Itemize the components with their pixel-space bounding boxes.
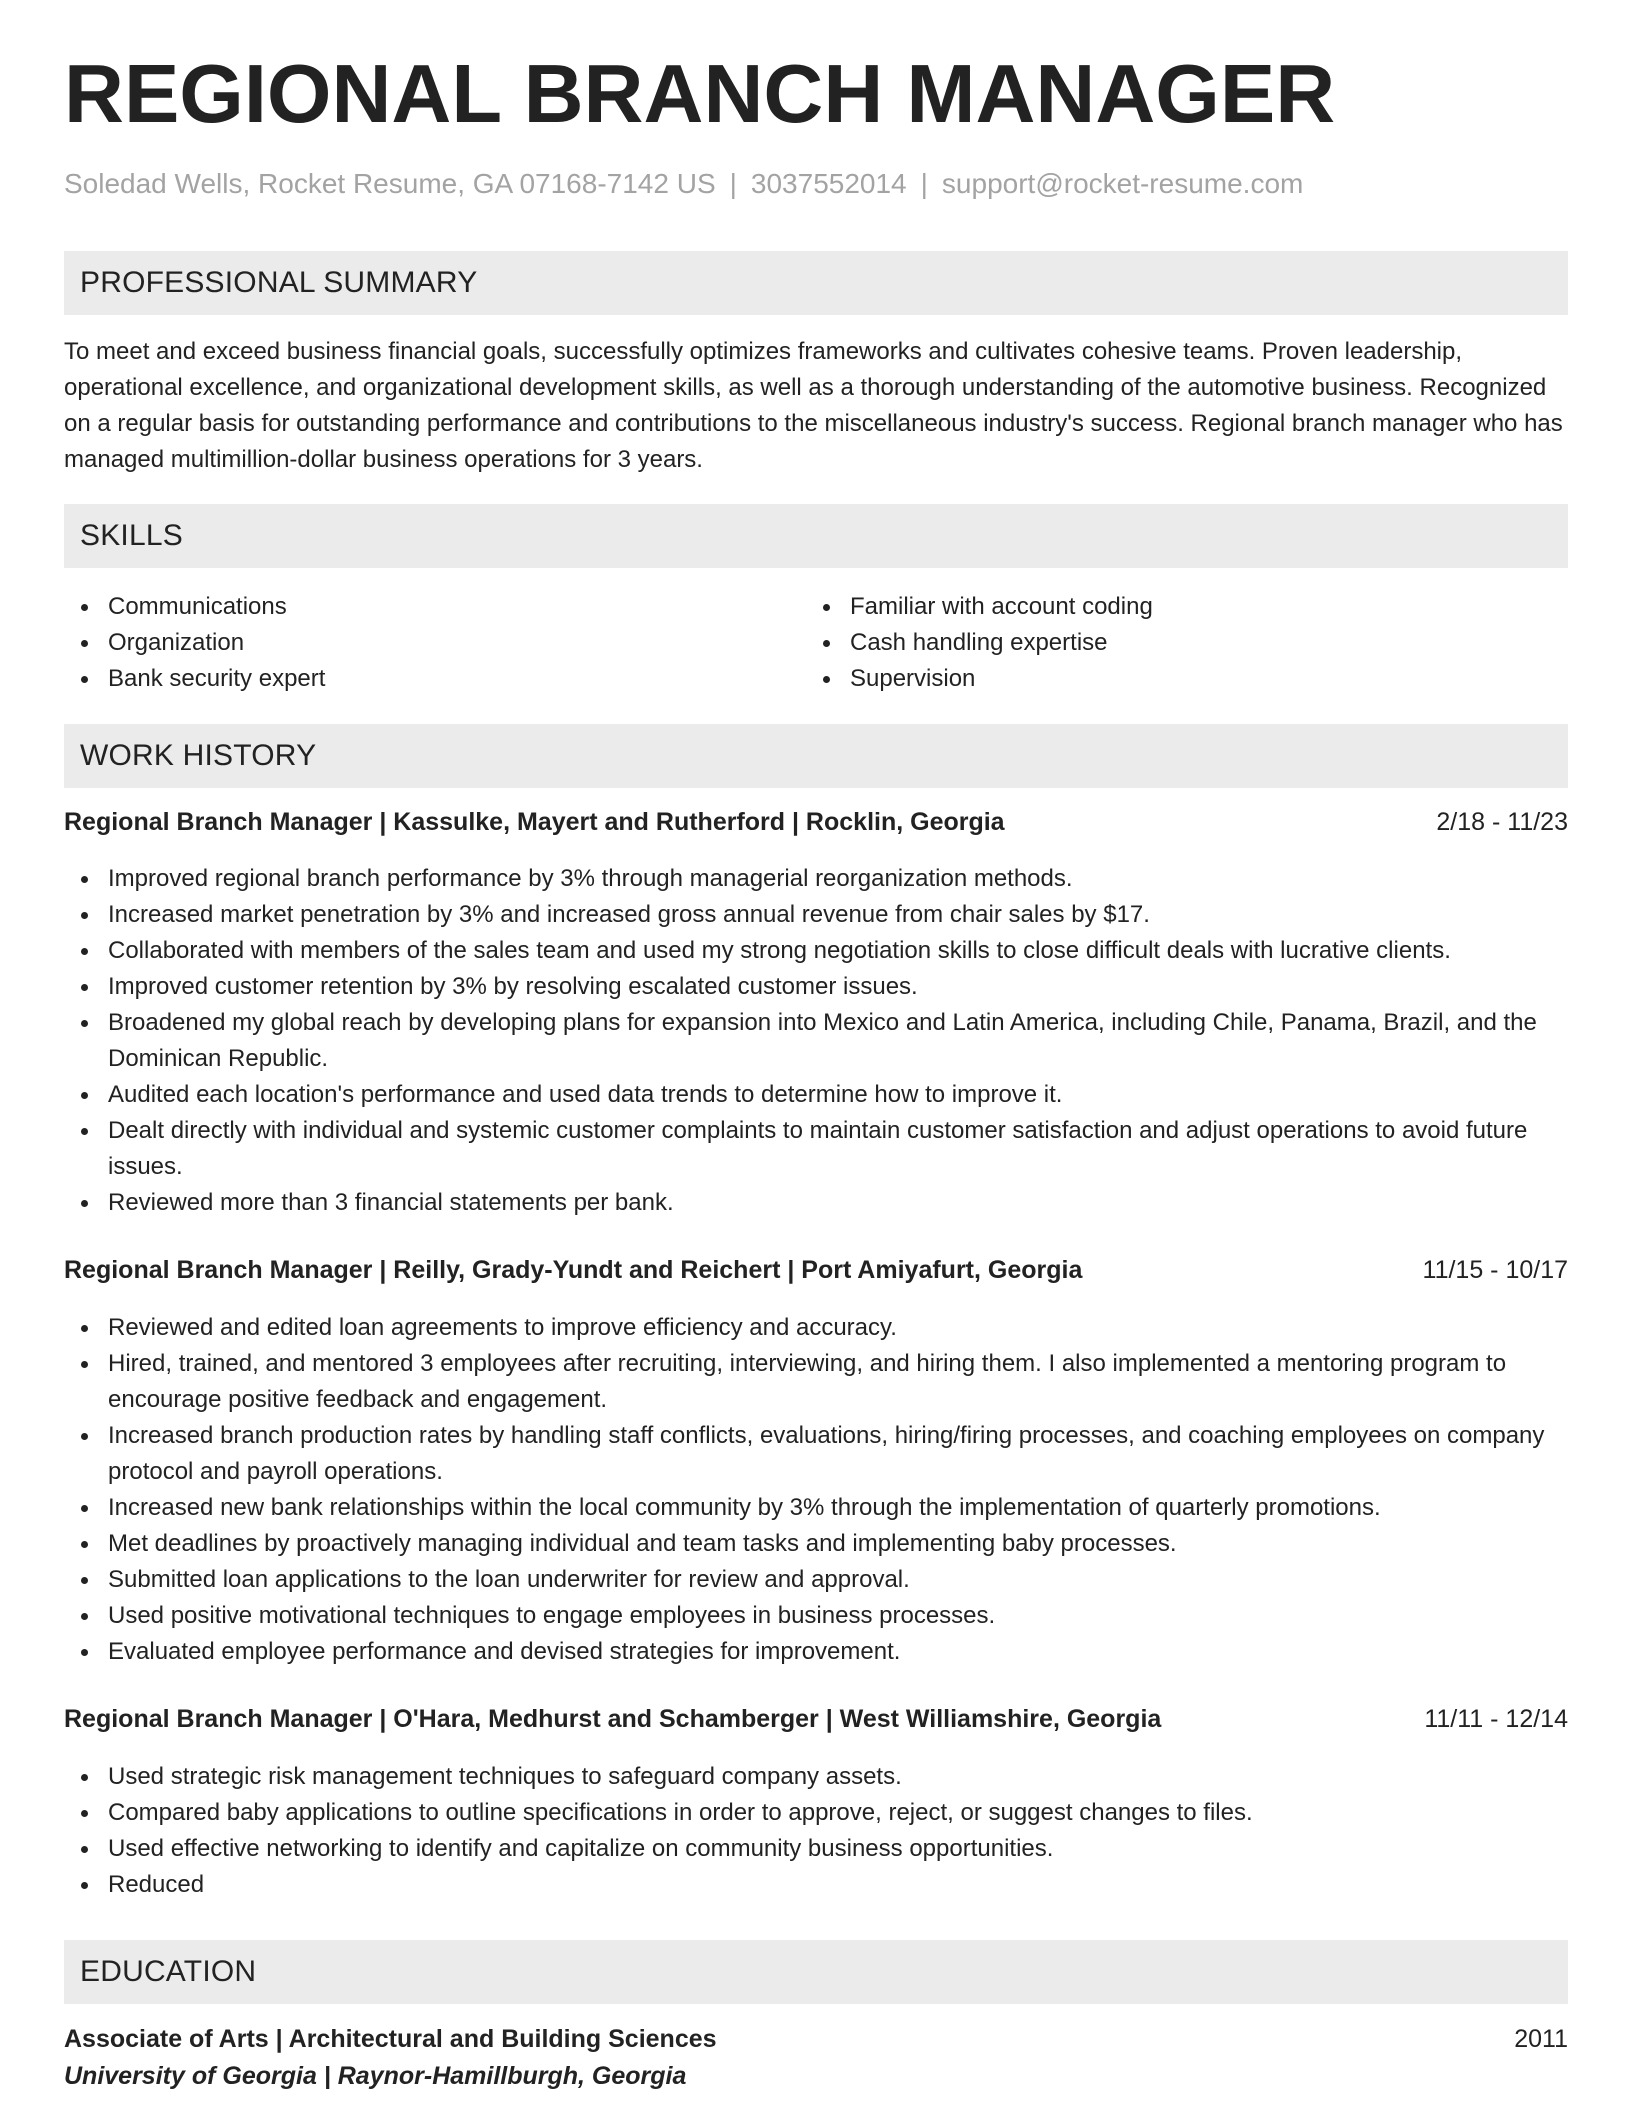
job-bullet: Used strategic risk management techniques to safeguard company assets. <box>64 1759 1568 1795</box>
job-bullet: Reviewed and edited loan agreements to improve efficiency and accuracy. <box>64 1310 1568 1346</box>
contact-line <box>64 168 1303 200</box>
resume-title: REGIONAL BRANCH MANAGER <box>64 47 1336 140</box>
work-heading: WORK HISTORY <box>80 739 317 772</box>
job-title: Regional Branch Manager | Reilly, Grady-Yundt and Reichert | Port Amiyafurt, Georgia <box>64 1256 1083 1284</box>
job-title: Regional Branch Manager | O'Hara, Medhurst and Schamberger | West Williamshire, Georgia <box>64 1705 1162 1733</box>
skill-item: Familiar with account coding <box>806 589 1546 625</box>
contact-separator: | <box>920 168 928 199</box>
job-bullet: Compared baby applications to outline specifications in order to approve, reject, or suggest changes to files. <box>64 1795 1568 1831</box>
education-school: University of Georgia | Raynor-Hamillburgh, Georgia <box>64 2062 687 2090</box>
education-heading: EDUCATION <box>80 1955 257 1988</box>
job-bullet: Collaborated with members of the sales team and used my strong negotiation skills to close difficult deals with lucrative clients. <box>64 933 1568 969</box>
summary-text: To meet and exceed business financial goals, successfully optimizes frameworks and cultivates cohesive teams. Proven leadership, operational excellence, and organizational development skills, as well as a thorough understanding of the automotive business. Recognized on a regular basis for outstanding performance and contributions to the miscellaneous industry's success. Regional branch manager who has managed multimillion-dollar business operations for 3 years. <box>64 338 1563 473</box>
summary-heading: PROFESSIONAL SUMMARY <box>80 266 478 299</box>
job-bullets <box>64 861 1568 1221</box>
job-bullet: Reduced <box>64 1867 1568 1903</box>
contact-address: Soledad Wells, Rocket Resume, GA 07168-7142 US <box>64 168 716 199</box>
contact-phone: 3037552014 <box>750 168 907 199</box>
job-bullet: Submitted loan applications to the loan underwriter for review and approval. <box>64 1562 1568 1598</box>
job-bullet: Improved customer retention by 3% by resolving escalated customer issues. <box>64 969 1568 1005</box>
job-bullet: Reviewed more than 3 financial statements per bank. <box>64 1185 1568 1221</box>
job-bullets <box>64 1310 1568 1670</box>
job-bullet: Increased branch production rates by handling staff conflicts, evaluations, hiring/firing processes, and coaching employees on company protocol and payroll operations. <box>64 1418 1568 1490</box>
skills-list-left <box>64 589 804 697</box>
job-bullet: Dealt directly with individual and systemic customer complaints to maintain customer satisfaction and adjust operations to avoid future issues. <box>64 1113 1568 1185</box>
education-year: 2011 <box>1514 2025 1568 2053</box>
skills-section-header <box>64 504 1568 568</box>
job-bullet: Used positive motivational techniques to engage employees in business processes. <box>64 1598 1568 1634</box>
job-dates: 11/15 - 10/17 <box>1422 1256 1568 1284</box>
education-degree: Associate of Arts | Architectural and Building Sciences <box>64 2025 717 2053</box>
job-bullet: Evaluated employee performance and devised strategies for improvement. <box>64 1634 1568 1670</box>
job-bullet: Hired, trained, and mentored 3 employees after recruiting, interviewing, and hiring them. I also implemented a mentoring program to encourage positive feedback and engagement. <box>64 1346 1568 1418</box>
contact-email: support@rocket-resume.com <box>941 168 1304 199</box>
job-bullet: Used effective networking to identify and capitalize on community business opportunities. <box>64 1831 1568 1867</box>
job-title: Regional Branch Manager | Kassulke, Mayert and Rutherford | Rocklin, Georgia <box>64 808 1005 836</box>
summary-section-header <box>64 251 1568 315</box>
job-bullet: Broadened my global reach by developing plans for expansion into Mexico and Latin America, including Chile, Panama, Brazil, and the Dominican Republic. <box>64 1005 1568 1077</box>
job-bullet: Met deadlines by proactively managing individual and team tasks and implementing baby processes. <box>64 1526 1568 1562</box>
skills-list-right <box>806 589 1546 697</box>
skill-item: Cash handling expertise <box>806 625 1546 661</box>
skills-heading: SKILLS <box>80 519 183 552</box>
contact-separator: | <box>729 168 737 199</box>
job-bullet: Improved regional branch performance by 3% through managerial reorganization methods. <box>64 861 1568 897</box>
work-section-header <box>64 724 1568 788</box>
job-bullets <box>64 1759 1568 1903</box>
skill-item: Supervision <box>806 661 1546 697</box>
skill-item: Communications <box>64 589 804 625</box>
skill-item: Organization <box>64 625 804 661</box>
job-dates: 11/11 - 12/14 <box>1424 1705 1568 1733</box>
job-dates: 2/18 - 11/23 <box>1436 808 1568 836</box>
job-bullet: Audited each location's performance and used data trends to determine how to improve it. <box>64 1077 1568 1113</box>
job-bullet: Increased new bank relationships within the local community by 3% through the implementation of quarterly promotions. <box>64 1490 1568 1526</box>
education-section-header <box>64 1940 1568 2004</box>
job-bullet: Increased market penetration by 3% and increased gross annual revenue from chair sales by $17. <box>64 897 1568 933</box>
skill-item: Bank security expert <box>64 661 804 697</box>
